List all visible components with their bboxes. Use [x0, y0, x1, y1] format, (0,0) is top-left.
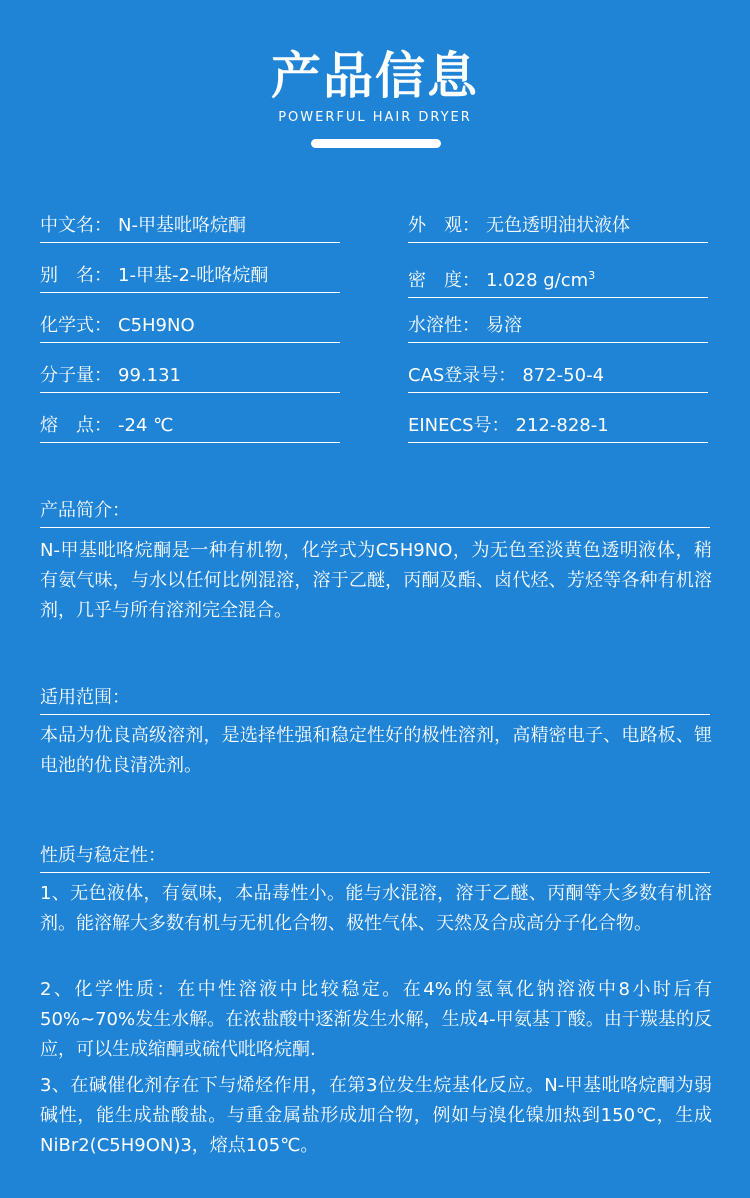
spec-einecs-number [408, 414, 708, 443]
section-text-properties-3: 3、在碱催化剂存在下与烯烃作用，在第3位发生烷基化反应。N-甲基吡咯烷酮为弱碱性，能生成盐酸盐。与重金属盐形成加合物，例如与溴化镍加热到150℃，生成NiBr2(C5H9ON)3，熔点105℃。 [40, 1075, 712, 1156]
spec-label: EINECS号： [408, 415, 510, 436]
spec-value: C5H9NO [118, 315, 195, 336]
section-text-intro: N-甲基吡咯烷酮是一种有机物，化学式为C5H9NO，为无色至淡黄色透明液体，稍有氨气味，与水以任何比例混溶，溶于乙醚，丙酮及酯、卤代烃、芳烃等各种有机溶剂，几乎与所有溶剂完全混合。 [40, 540, 712, 621]
spec-value: 872-50-4 [522, 365, 605, 386]
section-text-usage: 本品为优良高级溶剂，是选择性强和稳定性好的极性溶剂，高精密电子、电路板、锂电池的优良清洗剂。 [40, 725, 712, 776]
spec-melting-point [40, 414, 340, 443]
spec-value: 易溶 [486, 315, 522, 336]
spec-alias [40, 264, 340, 293]
spec-label: 分子量： [40, 365, 112, 386]
spec-density [408, 264, 708, 298]
section-title-properties: 性质与稳定性： [40, 844, 710, 873]
page-title: 产品信息 [271, 47, 479, 105]
spec-label: 水溶性： [408, 315, 480, 336]
spec-value: 无色透明油状液体 [486, 215, 630, 236]
spec-label: 密 度： [408, 270, 480, 291]
section-title-usage: 适用范围： [40, 686, 710, 715]
spec-appearance [408, 214, 708, 243]
spec-value: 212-828-1 [515, 415, 609, 436]
spec-label: 熔 点： [40, 415, 112, 436]
spec-label: 别 名： [40, 265, 112, 286]
page-subtitle: POWERFUL HAIR DRYER [278, 110, 472, 125]
spec-label: 中文名： [40, 215, 112, 236]
spec-label: 化学式： [40, 315, 112, 336]
spec-cas-number [408, 364, 708, 393]
spec-value: N-甲基吡咯烷酮 [118, 215, 246, 236]
spec-value: 99.131 [118, 365, 181, 386]
spec-molecular-weight [40, 364, 340, 393]
spec-value: 1-甲基-2-吡咯烷酮 [118, 265, 269, 286]
spec-label: 外 观： [408, 215, 480, 236]
section-title-intro: 产品简介： [40, 499, 710, 528]
spec-water-solubility [408, 314, 708, 343]
spec-chinese-name [40, 214, 340, 243]
section-text-properties-2: 2、化学性质：在中性溶液中比较稳定。在4%的氢氧化钠溶液中8小时后有50%~70%发生水解。在浓盐酸中逐渐发生水解，生成4-甲氨基丁酸。由于羰基的反应，可以生成缩酮或硫代吡咯烷酮. [40, 979, 712, 1060]
title-underline-bar [311, 139, 441, 148]
section-text-properties-1: 1、无色液体，有氨味，本品毒性小。能与水混溶，溶于乙醚、丙酮等大多数有机溶剂。能溶解大多数有机与无机化合物、极性气体、天然及合成高分子化合物。 [40, 883, 712, 934]
spec-value: 1.028 g/cm [486, 270, 589, 291]
spec-label: CAS登录号： [408, 365, 517, 386]
spec-formula [40, 314, 340, 343]
density-superscript: 3 [588, 269, 596, 282]
spec-value: -24 ℃ [118, 415, 174, 436]
